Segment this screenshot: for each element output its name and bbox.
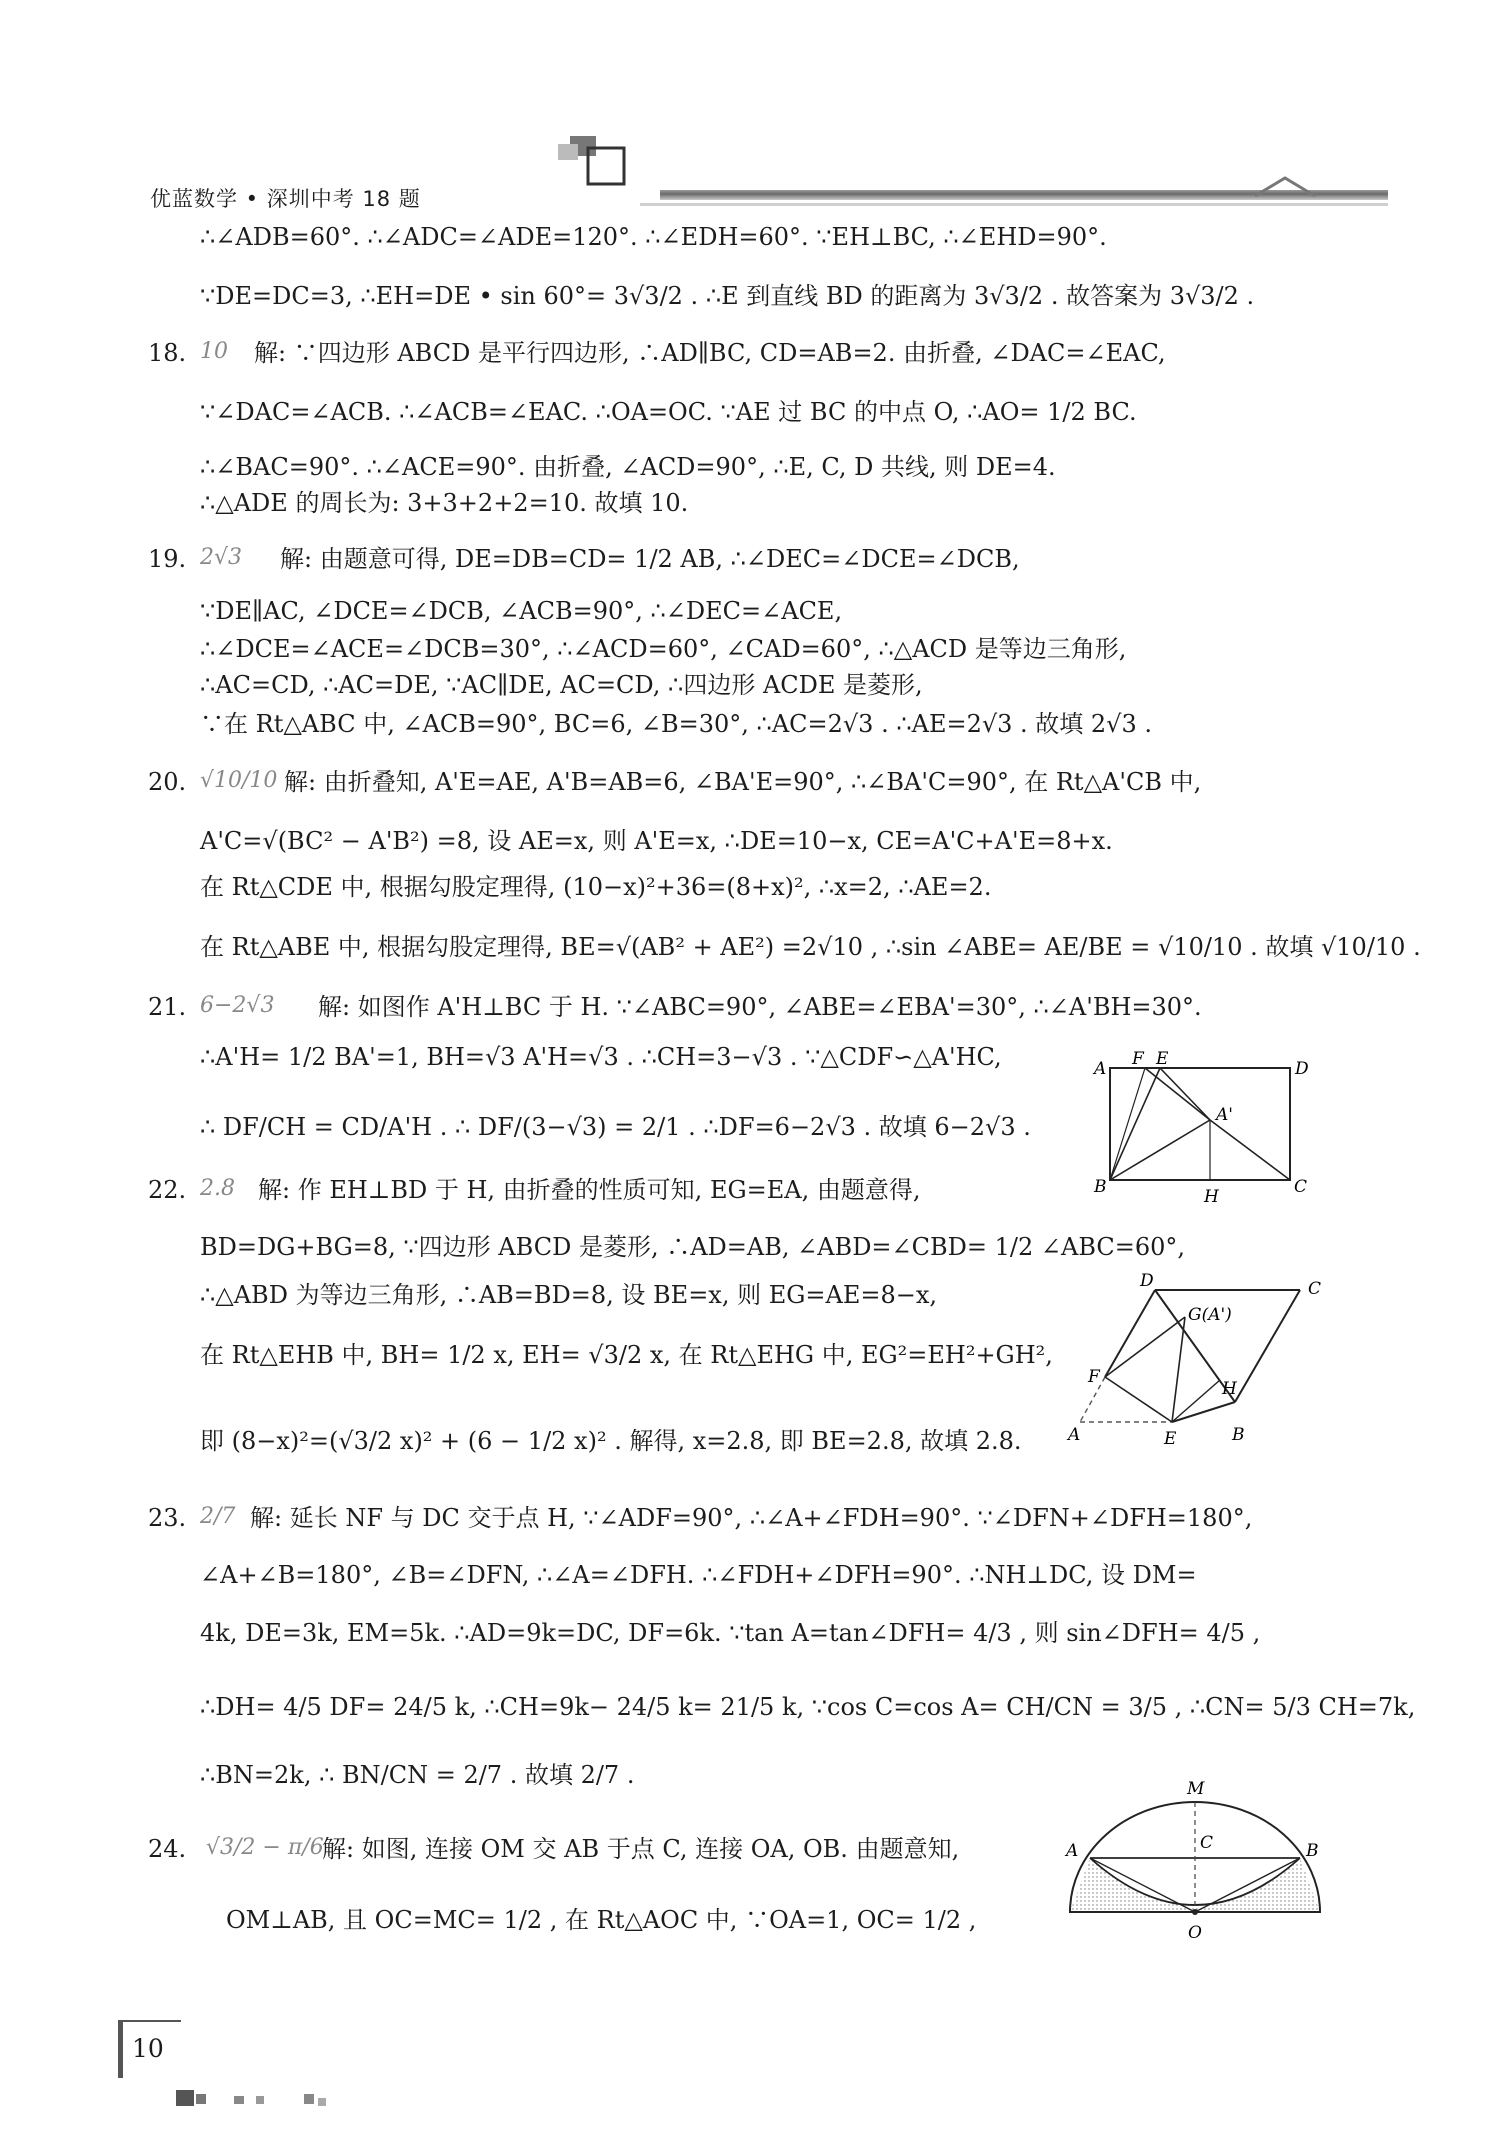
p22-line-1: 解: 作 EH⊥BD 于 H, 由折叠的性质可知, EG=EA, 由题意得, (258, 1176, 921, 1204)
problem-number: 23. (148, 1504, 187, 1532)
figure-21-rectangle-fold (1090, 1050, 1320, 1210)
fig21-label: E (1156, 1050, 1169, 1069)
fig21-label: H (1204, 1187, 1219, 1207)
fig24-label: A (1066, 1841, 1079, 1861)
p20-line-1: 解: 由折叠知, A'E=AE, A'B=AB=6, ∠BA'E=90°, ∴∠BA'C=90°, 在 Rt△A'CB 中, (284, 768, 1202, 796)
figure-24-circle-segment (1060, 1772, 1330, 1952)
problem-number: 21. (148, 993, 187, 1021)
p22-line-5: 即 (8−x)²=(√3/2 x)² + (6 − 1/2 x)² . 解得, x=2.8, 即 BE=2.8, 故填 2.8. (200, 1427, 1022, 1455)
fig21-label: A' (1216, 1105, 1233, 1125)
p22-line-2: BD=DG+BG=8, ∵四边形 ABCD 是菱形, ∴AD=AB, ∠ABD=∠CBD= 1/2 ∠ABC=60°, (200, 1233, 1186, 1261)
footer-squares-decoration (176, 2086, 356, 2110)
fig22-label: F (1088, 1367, 1100, 1387)
p17-line-1: ∴∠ADB=60°. ∴∠ADC=∠ADE=120°. ∴∠EDH=60°. ∵EH⊥BC, ∴∠EHD=90°. (200, 223, 1107, 251)
fig22-label: D (1140, 1272, 1154, 1291)
problem-number: 19. (148, 545, 187, 573)
header-logo-icon (548, 132, 648, 192)
p21-line-2: ∴A'H= 1/2 BA'=1, BH=√3 A'H=√3 . ∴CH=3−√3 . ∵△CDF∽△A'HC, (200, 1043, 1002, 1071)
p18-line-2: ∵∠DAC=∠ACB. ∴∠ACB=∠EAC. ∴OA=OC. ∵AE 过 BC 的中点 O, ∴AO= 1/2 BC. (200, 398, 1137, 426)
p19-line-2: ∵DE∥AC, ∠DCE=∠DCB, ∠ACB=90°, ∴∠DEC=∠ACE, (200, 597, 843, 625)
problem-answer: √10/10 (200, 768, 278, 793)
figure-22-rhombus-fold (1060, 1272, 1360, 1447)
fig21-label: F (1132, 1050, 1144, 1069)
fig21-label: D (1295, 1059, 1309, 1079)
p22-line-3: ∴△ABD 为等边三角形, ∴AB=BD=8, 设 BE=x, 则 EG=AE=8−x, (200, 1281, 938, 1309)
p19-line-5: ∵在 Rt△ABC 中, ∠ACB=90°, BC=6, ∠B=30°, ∴AC=2√3 . ∴AE=2√3 . 故填 2√3 . (200, 710, 1153, 738)
problem-number: 20. (148, 768, 187, 796)
p17-line-2: ∵DE=DC=3, ∴EH=DE • sin 60°= 3√3/2 . ∴E 到直线 BD 的距离为 3√3/2 . 故答案为 3√3/2 . (200, 282, 1255, 310)
header-title: 优蓝数学 • 深圳中考 18 题 (150, 187, 421, 211)
fig24-label: C (1200, 1833, 1214, 1853)
p19-line-1: 解: 由题意可得, DE=DB=CD= 1/2 AB, ∴∠DEC=∠DCE=∠DCB, (280, 545, 1020, 573)
fig22-label: C (1308, 1279, 1322, 1299)
fig22-label: A (1068, 1425, 1081, 1445)
p24-line-1: 解: 如图, 连接 OM 交 AB 于点 C, 连接 OA, OB. 由题意知, (322, 1835, 960, 1863)
fig21-label: B (1094, 1177, 1107, 1197)
p20-line-4: 在 Rt△ABE 中, 根据勾股定理得, BE=√(AB² + AE²) =2√10 , ∴sin ∠ABE= AE/BE = √10/10 . 故填 √10/10 . (200, 933, 1421, 961)
header-peak-decoration (1255, 172, 1385, 202)
p23-line-3: 4k, DE=3k, EM=5k. ∴AD=9k=DC, DF=6k. ∵tan A=tan∠DFH= 4/3 , 则 sin∠DFH= 4/5 , (200, 1619, 1261, 1647)
p23-line-5: ∴BN=2k, ∴ BN/CN = 2/7 . 故填 2/7 . (200, 1761, 635, 1789)
problem-answer: 6−2√3 (200, 993, 275, 1018)
fig22-label: E (1164, 1429, 1177, 1447)
problem-number: 24. (148, 1835, 187, 1863)
p19-line-3: ∴∠DCE=∠ACE=∠DCB=30°, ∴∠ACD=60°, ∠CAD=60°, ∴△ACD 是等边三角形, (200, 635, 1127, 663)
fig22-label: B (1232, 1425, 1245, 1445)
fig22-label: G(A') (1188, 1305, 1232, 1325)
p23-line-2: ∠A+∠B=180°, ∠B=∠DFN, ∴∠A=∠DFH. ∴∠FDH+∠DFH=90°. ∴NH⊥DC, 设 DM= (200, 1561, 1197, 1589)
fig21-label: A (1094, 1059, 1107, 1079)
problem-answer: 2.8 (200, 1176, 235, 1201)
p18-line-3: ∴∠BAC=90°. ∴∠ACE=90°. 由折叠, ∠ACD=90°, ∴E, C, D 共线, 则 DE=4. (200, 453, 1056, 481)
header-rule-secondary (640, 203, 1388, 206)
fig21-label: C (1294, 1177, 1308, 1197)
fig22-label: H (1222, 1379, 1237, 1399)
problem-answer: √3/2 − π/6 (206, 1835, 324, 1860)
p18-line-1: 解: ∵四边形 ABCD 是平行四边形, ∴AD∥BC, CD=AB=2. 由折叠, ∠DAC=∠EAC, (254, 339, 1166, 367)
fig24-label: O (1188, 1923, 1202, 1943)
problem-answer: 2/7 (200, 1504, 236, 1529)
p21-line-1: 解: 如图作 A'H⊥BC 于 H. ∵∠ABC=90°, ∠ABE=∠EBA'=30°, ∴∠A'BH=30°. (318, 993, 1202, 1021)
p23-line-1: 解: 延长 NF 与 DC 交于点 H, ∵∠ADF=90°, ∴∠A+∠FDH=90°. ∵∠DFN+∠DFH=180°, (250, 1504, 1253, 1532)
p20-line-2: A'C=√(BC² − A'B²) =8, 设 AE=x, 则 A'E=x, ∴DE=10−x, CE=A'C+A'E=8+x. (200, 827, 1113, 855)
p18-line-4: ∴△ADE 的周长为: 3+3+2+2=10. 故填 10. (200, 489, 689, 517)
p20-line-3: 在 Rt△CDE 中, 根据勾股定理得, (10−x)²+36=(8+x)², ∴x=2, ∴AE=2. (200, 873, 992, 901)
problem-number: 18. (148, 339, 187, 367)
problem-answer: 2√3 (200, 545, 243, 570)
p22-line-4: 在 Rt△EHB 中, BH= 1/2 x, EH= √3/2 x, 在 Rt△EHG 中, EG²=EH²+GH², (200, 1341, 1053, 1369)
page-number: 10 (132, 2034, 164, 2063)
p21-line-3: ∴ DF/CH = CD/A'H . ∴ DF/(3−√3) = 2/1 . ∴DF=6−2√3 . 故填 6−2√3 . (200, 1113, 1031, 1141)
fig24-label: B (1306, 1841, 1319, 1861)
p24-line-2: OM⊥AB, 且 OC=MC= 1/2 , 在 Rt△AOC 中, ∵OA=1, OC= 1/2 , (226, 1906, 977, 1934)
problem-number: 22. (148, 1176, 187, 1204)
p23-line-4: ∴DH= 4/5 DF= 24/5 k, ∴CH=9k− 24/5 k= 21/5 k, ∵cos C=cos A= CH/CN = 3/5 , ∴CN= 5/3 CH=7k, (200, 1693, 1416, 1721)
p19-line-4: ∴AC=CD, ∴AC=DE, ∵AC∥DE, AC=CD, ∴四边形 ACDE 是菱形, (200, 671, 923, 699)
fig24-label: M (1187, 1779, 1205, 1799)
problem-answer: 10 (200, 339, 228, 364)
